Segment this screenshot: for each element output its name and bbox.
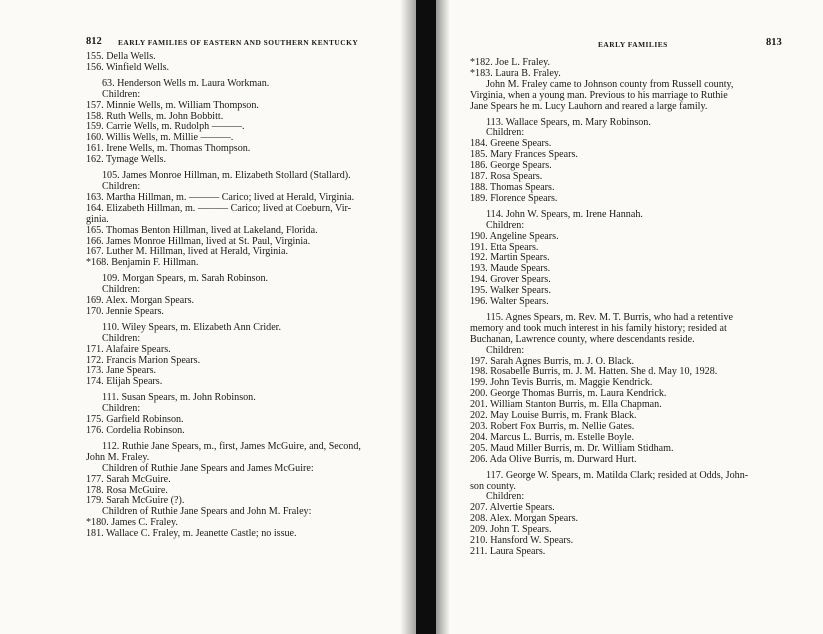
text-line: Children of Ruthie Jane Spears and John M. Fraley: xyxy=(102,506,312,518)
text-line: 110. Wiley Spears, m. Elizabeth Ann Crider. xyxy=(102,321,282,333)
text-line: 205. Maud Miller Burris, m. Dr. William Stidham. xyxy=(470,442,674,454)
text-line: *183. Laura B. Fraley. xyxy=(470,67,561,79)
text-line: 176. Cordelia Robinson. xyxy=(86,425,185,436)
text-line: Jane Spears he m. Lucy Lauhorn and reared a large family. xyxy=(470,100,708,112)
text-line: Children: xyxy=(486,127,525,139)
text-line: 155. Della Wells. xyxy=(86,51,156,62)
text-line: 165. Thomas Benton Hillman, lived at Lakeland, Florida. xyxy=(86,224,318,236)
text-line: memory and took much interest in his family history; resided at xyxy=(470,322,727,334)
text-line: 181. Wallace C. Fraley, m. Jeanette Castle; no issue. xyxy=(86,528,297,540)
text-line: 192. Martin Spears. xyxy=(470,252,550,264)
text-line: 200. George Thomas Burris, m. Laura Kendrick. xyxy=(470,388,667,400)
right-page xyxy=(436,0,823,634)
text-line: 158. Ruth Wells, m. John Bobbitt. xyxy=(86,110,224,122)
right-page-text xyxy=(470,58,790,558)
text-line: Children: xyxy=(102,180,141,192)
text-line: 202. May Louise Burris, m. Frank Black. xyxy=(470,410,637,422)
text-line: 191. Etta Spears. xyxy=(470,241,539,253)
text-line: 113. Wallace Spears, m. Mary Robinson. xyxy=(486,116,651,128)
text-line: 197. Sarah Agnes Burris, m. J. O. Black. xyxy=(470,355,635,367)
text-line: 204. Marcus L. Burris, m. Estelle Boyle. xyxy=(470,431,634,443)
text-line: 199. John Tevis Burris, m. Maggie Kendrick. xyxy=(470,377,653,389)
text-line: 178. Rosa McGuire. xyxy=(86,484,168,496)
text-line: 211. Laura Spears. xyxy=(470,545,546,557)
text-line: 196. Walter Spears. xyxy=(470,296,549,308)
text-line: 207. Alvertie Spears. xyxy=(470,502,555,514)
text-line: 63. Henderson Wells m. Laura Workman. xyxy=(102,77,270,89)
right-running-head: EARLY FAMILIES xyxy=(598,40,668,49)
text-line: 190. Angeline Spears. xyxy=(470,230,559,242)
text-line: 185. Mary Frances Spears. xyxy=(470,149,578,161)
text-line: 164. Elizabeth Hillman, m. ——— Carico; lived at Coeburn, Vir- xyxy=(86,202,352,214)
text-line: 188. Thomas Spears. xyxy=(470,181,555,193)
right-gutter-shadow xyxy=(436,0,450,634)
text-line: Children: xyxy=(486,344,525,356)
text-line: 112. Ruthie Jane Spears, m., first, James McGuire, and, Second, xyxy=(102,440,361,452)
text-line: 163. Martha Hillman, m. ——— Carico; lived at Herald, Virginia. xyxy=(86,191,355,203)
text-line: ginia. xyxy=(86,213,109,225)
text-line: 166. James Monroe Hillman, lived at St. Paul, Virginia. xyxy=(86,235,311,247)
text-line: 169. Alex. Morgan Spears. xyxy=(86,295,195,307)
left-page-text xyxy=(86,52,404,540)
text-line: Children: xyxy=(102,284,141,296)
text-line: 171. Alafaire Spears. xyxy=(86,343,171,355)
text-line: 170. Jennie Spears. xyxy=(86,305,164,317)
text-line: Virginia, when a young man. Previous to his marriage to Ruthie xyxy=(470,89,728,101)
text-line: 206. Ada Olive Burris, m. Durward Hurt. xyxy=(470,453,637,465)
text-line: 157. Minnie Wells, m. William Thompson. xyxy=(86,99,259,111)
text-line: Children: xyxy=(102,88,141,100)
text-line: 208. Alex. Morgan Spears. xyxy=(470,513,579,525)
left-page-number: 812 xyxy=(86,36,102,47)
text-line: 160. Willis Wells, m. Millie ———. xyxy=(86,132,234,144)
text-line: 210. Hansford W. Spears. xyxy=(470,535,574,547)
text-line: *180. James C. Fraley. xyxy=(86,517,178,529)
text-line: 203. Robert Fox Burris, m. Nellie Gates. xyxy=(470,421,635,432)
text-line: 156. Winfield Wells. xyxy=(86,61,170,73)
text-line: 114. John W. Spears, m. Irene Hannah. xyxy=(486,208,643,220)
text-line: 161. Irene Wells, m. Thomas Thompson. xyxy=(86,143,251,155)
text-line: *182. Joe L. Fraley. xyxy=(470,57,551,68)
text-line: 186. George Spears. xyxy=(470,160,552,172)
right-page-number: 813 xyxy=(766,37,782,48)
text-line: 173. Jane Spears. xyxy=(86,365,157,377)
text-line: 209. John T. Spears. xyxy=(470,524,552,536)
text-line: 193. Maude Spears. xyxy=(470,263,551,275)
text-line: 194. Grover Spears. xyxy=(470,274,551,286)
text-line: 189. Florence Spears. xyxy=(470,192,558,204)
text-line: 172. Francis Marion Spears. xyxy=(86,354,201,366)
text-line: son county. xyxy=(470,480,516,492)
text-line: 162. Tymage Wells. xyxy=(86,154,166,166)
text-line: 201. William Stanton Burris, m. Ella Chapman. xyxy=(470,399,662,411)
text-line: 111. Susan Spears, m. John Robinson. xyxy=(102,392,256,404)
text-line: 105. James Monroe Hillman, m. Elizabeth Stollard (Stallard). xyxy=(102,170,351,182)
text-line: Children: xyxy=(102,403,141,415)
text-line: John M. Fraley came to Johnson county from Russell county, xyxy=(486,78,734,90)
text-line: 174. Elijah Spears. xyxy=(86,376,163,388)
text-line: Buchanan, Lawrence county, where descendants reside. xyxy=(470,333,695,345)
text-line: 115. Agnes Spears, m. Rev. M. T. Burris, who had a retentive xyxy=(486,311,733,323)
text-line: 187. Rosa Spears. xyxy=(470,171,543,183)
text-line: 109. Morgan Spears, m. Sarah Robinson. xyxy=(102,273,269,285)
left-running-head: EARLY FAMILIES OF EASTERN AND SOUTHERN KENTUCKY xyxy=(118,38,359,47)
text-line: *168. Benjamin F. Hillman. xyxy=(86,257,199,269)
text-line: 159. Carrie Wells, m. Rudolph ———. xyxy=(86,121,245,133)
book-spine xyxy=(416,0,436,634)
text-line: Children: xyxy=(486,219,525,231)
text-line: 179. Sarah McGuire (?). xyxy=(86,495,185,507)
text-line: 177. Sarah McGuire. xyxy=(86,473,171,485)
text-line: 167. Luther M. Hillman, lived at Herald, Virginia. xyxy=(86,246,288,258)
text-line: John M. Fraley. xyxy=(86,451,150,463)
text-line: 117. George W. Spears, m. Matilda Clark; resided at Odds, John- xyxy=(486,469,749,481)
text-line: 198. Rosabelle Burris, m. J. M. Hatten. She d. May 10, 1928. xyxy=(470,366,718,378)
text-line: Children: xyxy=(486,491,525,503)
text-line: 175. Garfield Robinson. xyxy=(86,414,184,426)
text-line: 195. Walker Spears. xyxy=(470,285,551,297)
text-line: Children of Ruthie Jane Spears and James McGuire: xyxy=(102,462,314,474)
text-line: 184. Greene Spears. xyxy=(470,138,552,150)
text-line: Children: xyxy=(102,332,141,344)
